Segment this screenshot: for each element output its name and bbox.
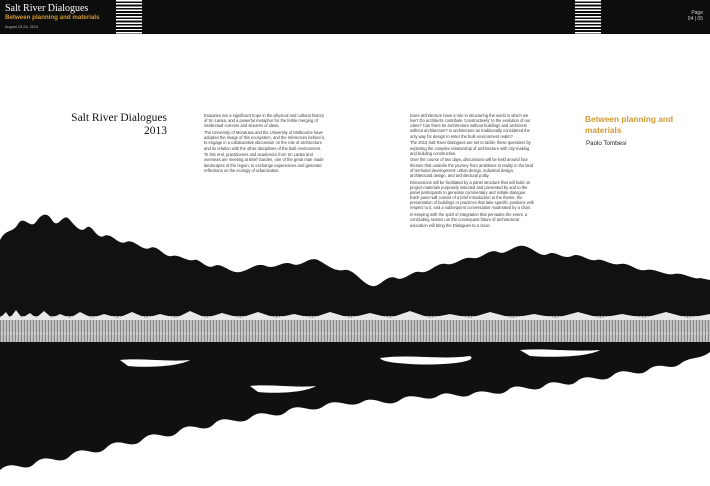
paragraph: To this end, practitioners and academics from Sri Lanka and overseas are meeting at Brief Garden, one of the great man made landscapes of the region, to exchange experiences and generate reflections on the ecology of urbanization. bbox=[204, 152, 324, 173]
paragraph: Does architecture have a role in structuring the world in which we live? Do architects contribute 'constructively' to the evolution of our cities? Can there be architecture without buildings and architects without architecture? Is architecture as traditionally considered the only way for design to enter the built environment realm? bbox=[410, 113, 531, 139]
paragraph: The University of Moratuwa and the University of Melbourne have adopted the image of this ecosystem, and the references behind it, to engage in a collaborative discussion on the role of architecture and its relation with the other disciplines of the built environment. bbox=[204, 130, 325, 151]
water-reflection bbox=[0, 342, 710, 470]
header-subtitle: Between planning and materials bbox=[5, 14, 100, 21]
author-name: Paolo Tombesi bbox=[586, 140, 627, 147]
paragraph: In keeping with the spirit of integration that pervades the event, a concluding session on the consequent future of architectural education will bring the Dialogues to a close. bbox=[410, 212, 528, 228]
paragraph: Over the course of two days, discussions will be held around four themes that underlie the journey from ambitions to reality in the land of territorial development: urban design, industrial design, architectural design, and architectural polity. bbox=[410, 157, 534, 178]
river-landscape-image bbox=[0, 200, 710, 486]
tree-line bbox=[0, 215, 710, 332]
stripe-ornament-left bbox=[116, 0, 142, 34]
page-indicator bbox=[688, 10, 703, 22]
paragraph: The 2013 Salt River Dialogues are set to tackle these questions by exploring the complex relationship of architecture with city-making and building construction. bbox=[410, 140, 531, 156]
left-title-line2: 2013 bbox=[144, 125, 167, 137]
header-bar bbox=[0, 0, 710, 34]
paragraph: Discussions will be facilitated by a panel structure that will build on project materials purposely selected and presented by and to the panel participants to generate commentary and initiate dialogue. Each panel will consist of a brief introduction to the theme, the presentation of buildings or practices that take specific positions with respect to it, and a subsequent conversation moderated by a chair. bbox=[410, 179, 535, 211]
right-page-title: Between planning and materials bbox=[585, 114, 674, 135]
header-date: August 23-24, 2013 bbox=[5, 25, 39, 29]
left-page-title bbox=[37, 112, 167, 138]
paragraph: Estuaries are a significant trope in the physical and cultural history of Sri Lanka, and a powerful metaphor for the fertile merging of intellectual currents and streams of ideas. bbox=[204, 113, 324, 129]
text-column-1 bbox=[204, 113, 328, 175]
left-title-line1: Salt River Dialogues bbox=[71, 112, 167, 124]
stripe-ornament-right bbox=[575, 0, 601, 34]
page-numbers: 04 | 05 bbox=[687, 16, 703, 22]
page-label: Page bbox=[691, 10, 703, 16]
header-title: Salt River Dialogues bbox=[5, 3, 89, 14]
